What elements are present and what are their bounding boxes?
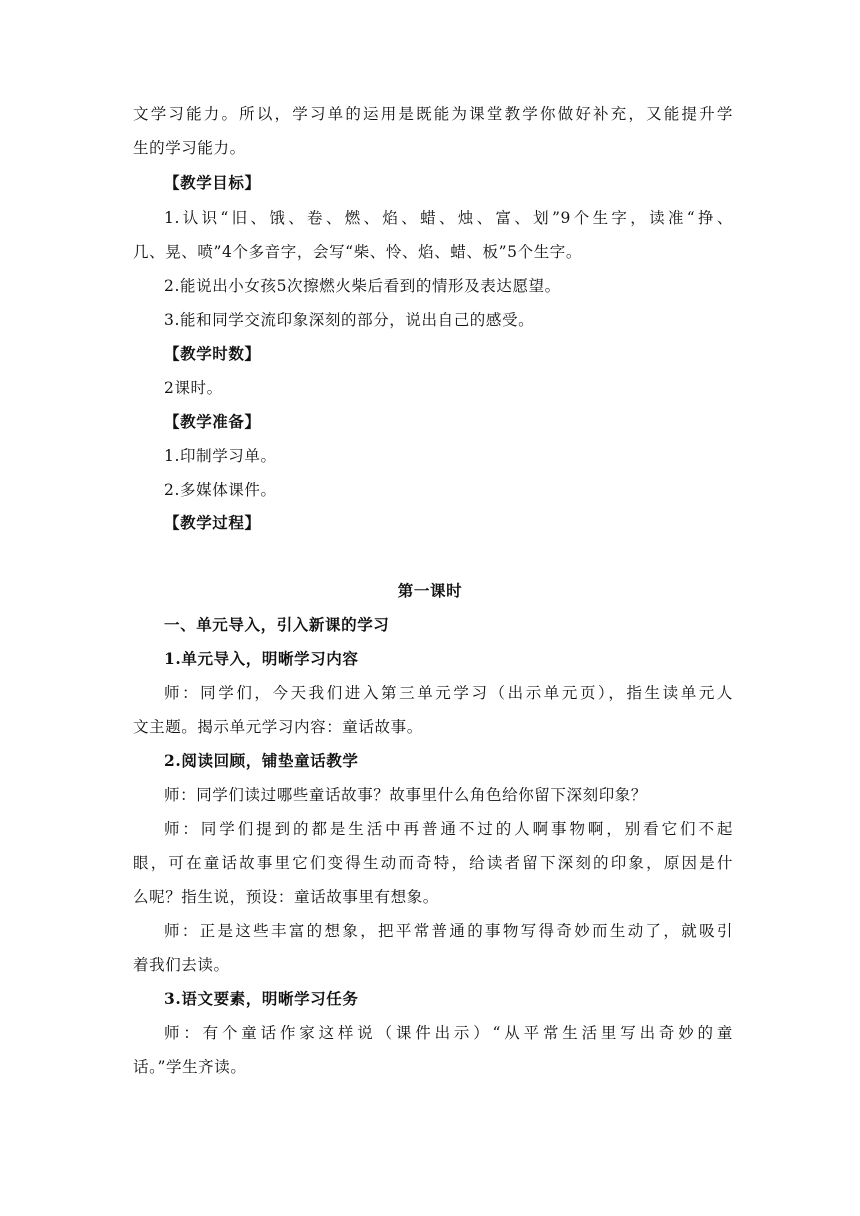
paragraph-line: 师：有个童话作家这样说（课件出示）“从平常生活里写出奇妙的童 [164, 1024, 733, 1042]
paragraph-line: 文主题。揭示单元学习内容：童话故事。 [133, 718, 423, 736]
objective-item-2: 2.能说出小女孩5次擦燃火柴后看到的情形及表达愿望。 [164, 277, 561, 295]
subheading-2: 2.阅读回顾，铺垫童话教学 [164, 751, 359, 770]
paragraph-line: 话。”学生齐读。 [133, 1058, 247, 1076]
preparation-item-1: 1.印制学习单。 [164, 447, 277, 465]
hours-text: 2课时。 [164, 379, 223, 397]
paragraph-line: 眼，可在童话故事里它们变得生动而奇特，给读者留下深刻的印象，原因是什 [133, 854, 733, 872]
objective-item-3: 3.能和同学交流印象深刻的部分，说出自己的感受。 [164, 311, 535, 329]
objective-item-1: 1.认识“旧、饿、卷、燃、焰、蜡、烛、富、划”9个生字，读准“挣、 [164, 209, 733, 227]
section-heading-objectives: 【教学目标】 [164, 173, 261, 192]
part-heading-1: 一、单元导入，引入新课的学习 [164, 615, 390, 634]
subheading-3: 3.语文要素，明晰学习任务 [164, 989, 359, 1008]
paragraph-line: 师：同学们，今天我们进入第三单元学习（出示单元页），指生读单元人 [164, 684, 733, 702]
section-heading-preparation: 【教学准备】 [164, 412, 261, 431]
section-heading-hours: 【教学时数】 [164, 344, 261, 363]
paragraph-line: 师：同学们读过哪些童话故事？故事里什么角色给你留下深刻印象？ [164, 786, 648, 804]
preparation-item-2: 2.多媒体课件。 [164, 481, 277, 499]
paragraph-line: 文学习能力。所以，学习单的运用是既能为课堂教学你做好补充，又能提升学 [133, 105, 733, 123]
paragraph-line: 师：正是这些丰富的想象，把平常普通的事物写得奇妙而生动了，就吸引 [164, 922, 733, 940]
lesson-title: 第一课时 [397, 581, 463, 600]
objective-item-1-cont: 几、晃、喷”4个多音字，会写“柴、怜、焰、蜡、板”5个生字。 [133, 243, 582, 261]
paragraph-line: 着我们去读。 [133, 956, 230, 974]
paragraph-line: 生的学习能力。 [133, 139, 246, 157]
section-heading-process: 【教学过程】 [164, 513, 261, 532]
paragraph-line: 么呢？指生说，预设：童话故事里有想象。 [133, 888, 439, 906]
paragraph-line: 师：同学们提到的都是生活中再普通不过的人啊事物啊，别看它们不起 [164, 820, 733, 838]
subheading-1: 1.单元导入，明晰学习内容 [164, 649, 359, 668]
